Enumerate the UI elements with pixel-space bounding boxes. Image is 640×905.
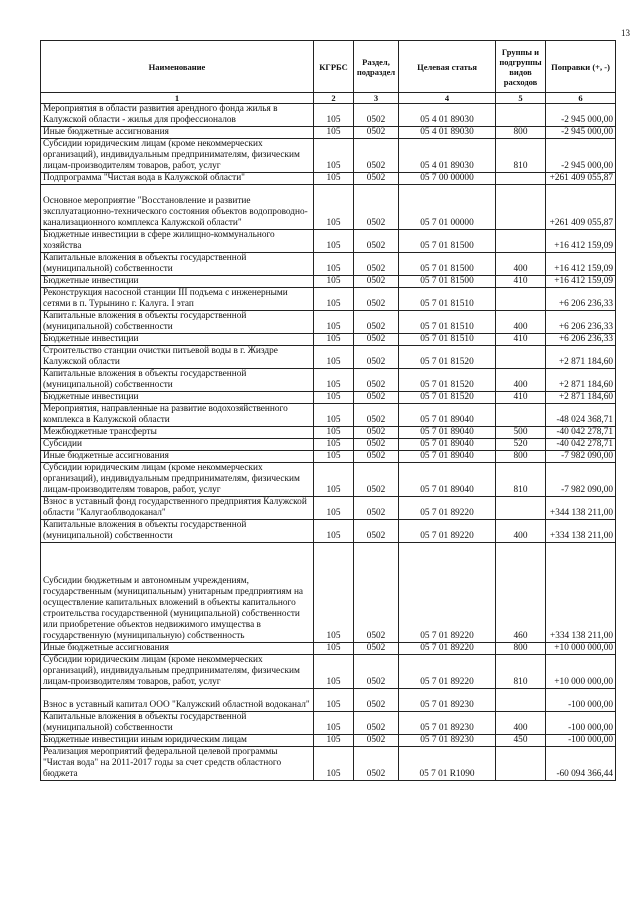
row-kgrbs-cell: 105 — [314, 185, 354, 230]
table-row — [41, 253, 616, 276]
row-name-cell: Бюджетные инвестиции — [41, 334, 314, 346]
row-kgrbs-cell: 105 — [314, 747, 354, 781]
row-target-cell: 05 7 01 89220 — [399, 520, 496, 543]
row-target-cell: 05 4 01 89030 — [399, 127, 496, 139]
table-row — [41, 520, 616, 543]
row-group-cell — [496, 404, 546, 427]
row-group-cell — [496, 173, 546, 185]
row-target-cell: 05 7 01 89040 — [399, 451, 496, 463]
row-kgrbs-cell: 105 — [314, 288, 354, 311]
row-amount-cell: +16 412 159,09 — [546, 253, 616, 276]
row-name-cell: Бюджетные инвестиции в сфере жилищно-коммунального хозяйства — [41, 230, 314, 253]
row-group-cell: 450 — [496, 735, 546, 747]
table-row — [41, 230, 616, 253]
row-target-cell: 05 7 01 89230 — [399, 735, 496, 747]
row-group-cell — [496, 497, 546, 520]
row-section-cell: 0502 — [354, 253, 399, 276]
row-kgrbs-cell: 105 — [314, 230, 354, 253]
row-kgrbs-cell: 105 — [314, 173, 354, 185]
row-section-cell: 0502 — [354, 185, 399, 230]
row-amount-cell: +10 000 000,00 — [546, 643, 616, 655]
table-row — [41, 369, 616, 392]
row-amount-cell: +2 871 184,60 — [546, 392, 616, 404]
row-group-cell: 460 — [496, 543, 546, 643]
table-row — [41, 439, 616, 451]
table-row — [41, 689, 616, 712]
row-name-cell: Взнос в уставный фонд государственного предприятия Калужской области "Калугаоблводоканал" — [41, 497, 314, 520]
row-target-cell: 05 7 01 R1090 — [399, 747, 496, 781]
row-target-cell: 05 7 01 89040 — [399, 427, 496, 439]
column-number: 1 — [41, 93, 314, 104]
row-name-cell: Реконструкция насосной станции III подъема с инженерными сетями в п. Турынино г. Калуга. I этап — [41, 288, 314, 311]
row-kgrbs-cell: 105 — [314, 463, 354, 497]
row-name-cell: Межбюджетные трансферты — [41, 427, 314, 439]
row-group-cell: 810 — [496, 655, 546, 689]
page-number: 13 — [621, 28, 630, 38]
column-header-section: Раздел, подраздел — [354, 41, 399, 93]
table-row — [41, 392, 616, 404]
row-amount-cell: +344 138 211,00 — [546, 497, 616, 520]
row-amount-cell: -100 000,00 — [546, 712, 616, 735]
row-kgrbs-cell: 105 — [314, 369, 354, 392]
row-kgrbs-cell: 105 — [314, 253, 354, 276]
row-amount-cell: -2 945 000,00 — [546, 127, 616, 139]
column-header-name: Наименование — [41, 41, 314, 93]
row-section-cell: 0502 — [354, 520, 399, 543]
column-number: 4 — [399, 93, 496, 104]
row-section-cell: 0502 — [354, 643, 399, 655]
table-row — [41, 543, 616, 643]
row-section-cell: 0502 — [354, 735, 399, 747]
row-kgrbs-cell: 105 — [314, 127, 354, 139]
table-row — [41, 185, 616, 230]
table-body — [41, 104, 616, 781]
row-kgrbs-cell: 105 — [314, 392, 354, 404]
row-name-cell: Иные бюджетные ассигнования — [41, 643, 314, 655]
table-row — [41, 104, 616, 127]
row-target-cell: 05 7 01 89220 — [399, 497, 496, 520]
row-target-cell: 05 7 01 81510 — [399, 311, 496, 334]
row-group-cell: 410 — [496, 334, 546, 346]
table-header-row — [41, 41, 616, 93]
row-kgrbs-cell: 105 — [314, 334, 354, 346]
row-section-cell: 0502 — [354, 439, 399, 451]
row-name-cell: Капитальные вложения в объекты государственной (муниципальной) собственности — [41, 520, 314, 543]
row-target-cell: 05 7 01 89040 — [399, 439, 496, 451]
row-target-cell: 05 7 01 81500 — [399, 230, 496, 253]
row-group-cell: 410 — [496, 276, 546, 288]
row-group-cell: 810 — [496, 463, 546, 497]
row-group-cell: 400 — [496, 520, 546, 543]
row-group-cell: 800 — [496, 643, 546, 655]
row-amount-cell: +6 206 236,33 — [546, 288, 616, 311]
row-section-cell: 0502 — [354, 497, 399, 520]
table-row — [41, 463, 616, 497]
row-amount-cell: +16 412 159,09 — [546, 230, 616, 253]
row-section-cell: 0502 — [354, 463, 399, 497]
row-kgrbs-cell: 105 — [314, 311, 354, 334]
row-amount-cell: +334 138 211,00 — [546, 543, 616, 643]
row-section-cell: 0502 — [354, 543, 399, 643]
row-target-cell: 05 7 01 81520 — [399, 346, 496, 369]
row-target-cell: 05 7 00 00000 — [399, 173, 496, 185]
column-number: 2 — [314, 93, 354, 104]
row-kgrbs-cell: 105 — [314, 439, 354, 451]
column-header-amount: Поправки (+, -) — [546, 41, 616, 93]
row-kgrbs-cell: 105 — [314, 520, 354, 543]
row-group-cell: 800 — [496, 451, 546, 463]
row-kgrbs-cell: 105 — [314, 689, 354, 712]
row-name-cell: Мероприятия, направленные на развитие водохозяйственного комплекса в Калужской области — [41, 404, 314, 427]
row-name-cell: Субсидии юридическим лицам (кроме некоммерческих организаций), индивидуальным предпринимателям, физическим лицам-производителям товаров, работ, услуг — [41, 463, 314, 497]
column-header-target: Целевая статья — [399, 41, 496, 93]
column-number-row — [41, 93, 616, 104]
row-section-cell: 0502 — [354, 311, 399, 334]
row-name-cell: Капитальные вложения в объекты государственной (муниципальной) собственности — [41, 712, 314, 735]
row-target-cell: 05 7 01 89040 — [399, 463, 496, 497]
row-amount-cell: -7 982 090,00 — [546, 451, 616, 463]
column-number: 6 — [546, 93, 616, 104]
row-amount-cell: +2 871 184,60 — [546, 346, 616, 369]
row-group-cell — [496, 185, 546, 230]
row-section-cell: 0502 — [354, 655, 399, 689]
row-name-cell: Подпрограмма "Чистая вода в Калужской области" — [41, 173, 314, 185]
table-row — [41, 288, 616, 311]
row-amount-cell: -40 042 278,71 — [546, 439, 616, 451]
table-row — [41, 139, 616, 173]
row-group-cell — [496, 689, 546, 712]
row-name-cell: Взнос в уставный капитал ООО "Калужский областной водоканал" — [41, 689, 314, 712]
row-target-cell: 05 7 01 89040 — [399, 404, 496, 427]
row-amount-cell: +334 138 211,00 — [546, 520, 616, 543]
row-amount-cell: -48 024 368,71 — [546, 404, 616, 427]
row-name-cell: Иные бюджетные ассигнования — [41, 127, 314, 139]
row-name-cell: Мероприятия в области развития арендного фонда жилья в Калужской области - жилья для профессионалов — [41, 104, 314, 127]
row-name-cell: Капитальные вложения в объекты государственной (муниципальной) собственности — [41, 369, 314, 392]
row-section-cell: 0502 — [354, 334, 399, 346]
row-target-cell: 05 4 01 89030 — [399, 104, 496, 127]
table-row — [41, 127, 616, 139]
row-group-cell: 520 — [496, 439, 546, 451]
row-group-cell — [496, 747, 546, 781]
row-amount-cell: +6 206 236,33 — [546, 334, 616, 346]
row-group-cell — [496, 104, 546, 127]
row-target-cell: 05 7 01 89220 — [399, 543, 496, 643]
table-row — [41, 346, 616, 369]
row-kgrbs-cell: 105 — [314, 712, 354, 735]
row-group-cell: 500 — [496, 427, 546, 439]
row-kgrbs-cell: 105 — [314, 104, 354, 127]
row-amount-cell: -2 945 000,00 — [546, 104, 616, 127]
row-target-cell: 05 7 01 81500 — [399, 253, 496, 276]
row-name-cell: Реализация мероприятий федеральной целевой программы "Чистая вода" на 2011-2017 годы за счет средств областного бюджета — [41, 747, 314, 781]
row-kgrbs-cell: 105 — [314, 276, 354, 288]
row-amount-cell: +2 871 184,60 — [546, 369, 616, 392]
row-section-cell: 0502 — [354, 712, 399, 735]
row-name-cell: Субсидии юридическим лицам (кроме некоммерческих организаций), индивидуальным предпринимателям, физическим лицам-производителям товаров, работ, услуг — [41, 139, 314, 173]
row-name-cell: Иные бюджетные ассигнования — [41, 451, 314, 463]
row-group-cell: 400 — [496, 712, 546, 735]
row-group-cell: 810 — [496, 139, 546, 173]
row-name-cell: Капитальные вложения в объекты государственной (муниципальной) собственности — [41, 253, 314, 276]
row-target-cell: 05 7 01 81510 — [399, 334, 496, 346]
row-group-cell — [496, 230, 546, 253]
row-amount-cell: +6 206 236,33 — [546, 311, 616, 334]
column-number: 5 — [496, 93, 546, 104]
row-kgrbs-cell: 105 — [314, 404, 354, 427]
row-section-cell: 0502 — [354, 427, 399, 439]
table-row — [41, 735, 616, 747]
row-name-cell: Основное мероприятие "Восстановление и развитие эксплуатационно-технического состояния объектов водопроводно-канализационного комплекса Калужской области" — [41, 185, 314, 230]
row-kgrbs-cell: 105 — [314, 451, 354, 463]
row-name-cell: Бюджетные инвестиции иным юридическим лицам — [41, 735, 314, 747]
budget-table — [40, 40, 616, 781]
table-row — [41, 655, 616, 689]
row-section-cell: 0502 — [354, 276, 399, 288]
table-row — [41, 643, 616, 655]
table-row — [41, 712, 616, 735]
table-row — [41, 427, 616, 439]
row-section-cell: 0502 — [354, 288, 399, 311]
row-kgrbs-cell: 105 — [314, 497, 354, 520]
row-section-cell: 0502 — [354, 139, 399, 173]
row-name-cell: Субсидии — [41, 439, 314, 451]
row-group-cell: 410 — [496, 392, 546, 404]
row-target-cell: 05 7 01 89230 — [399, 689, 496, 712]
row-section-cell: 0502 — [354, 451, 399, 463]
table-row — [41, 173, 616, 185]
row-amount-cell: +261 409 055,87 — [546, 185, 616, 230]
row-amount-cell: -2 945 000,00 — [546, 139, 616, 173]
table-row — [41, 451, 616, 463]
row-amount-cell: -7 982 090,00 — [546, 463, 616, 497]
column-header-kgrbs: КГРБС — [314, 41, 354, 93]
row-kgrbs-cell: 105 — [314, 427, 354, 439]
row-amount-cell: +10 000 000,00 — [546, 655, 616, 689]
row-target-cell: 05 7 01 89220 — [399, 655, 496, 689]
row-section-cell: 0502 — [354, 404, 399, 427]
row-section-cell: 0502 — [354, 127, 399, 139]
row-kgrbs-cell: 105 — [314, 735, 354, 747]
row-target-cell: 05 7 01 81500 — [399, 276, 496, 288]
row-amount-cell: -100 000,00 — [546, 689, 616, 712]
column-header-group: Группы и подгруппы видов расходов — [496, 41, 546, 93]
row-target-cell: 05 7 01 81510 — [399, 288, 496, 311]
table-row — [41, 747, 616, 781]
table-row — [41, 334, 616, 346]
row-name-cell: Субсидии юридическим лицам (кроме некоммерческих организаций), индивидуальным предпринимателям, физическим лицам-производителям товаров, работ, услуг — [41, 655, 314, 689]
row-target-cell: 05 7 01 81520 — [399, 392, 496, 404]
row-section-cell: 0502 — [354, 104, 399, 127]
row-target-cell: 05 7 01 89220 — [399, 643, 496, 655]
row-target-cell: 05 4 01 89030 — [399, 139, 496, 173]
row-name-cell: Бюджетные инвестиции — [41, 276, 314, 288]
row-kgrbs-cell: 105 — [314, 139, 354, 173]
row-amount-cell: -40 042 278,71 — [546, 427, 616, 439]
row-name-cell: Субсидии бюджетным и автономным учреждениям, государственным (муниципальным) унитарным предприятиям на осуществление капитальных вложений в объекты капитального строительства государственной (муниципальной) собственности или приобретение объектов недвижимого имущества в государственную (муниципальную) собственность — [41, 543, 314, 643]
row-target-cell: 05 7 01 89230 — [399, 712, 496, 735]
row-amount-cell: +261 409 055,87 — [546, 173, 616, 185]
row-name-cell: Строительство станции очистки питьевой воды в г. Жиздре Калужской области — [41, 346, 314, 369]
row-kgrbs-cell: 105 — [314, 655, 354, 689]
row-section-cell: 0502 — [354, 689, 399, 712]
row-group-cell: 400 — [496, 253, 546, 276]
row-group-cell — [496, 288, 546, 311]
table-row — [41, 497, 616, 520]
table-row — [41, 311, 616, 334]
row-group-cell: 800 — [496, 127, 546, 139]
row-amount-cell: -60 094 366,44 — [546, 747, 616, 781]
row-section-cell: 0502 — [354, 369, 399, 392]
table-row — [41, 276, 616, 288]
row-name-cell: Бюджетные инвестиции — [41, 392, 314, 404]
row-amount-cell: +16 412 159,09 — [546, 276, 616, 288]
row-group-cell: 400 — [496, 311, 546, 334]
row-kgrbs-cell: 105 — [314, 543, 354, 643]
row-section-cell: 0502 — [354, 230, 399, 253]
row-section-cell: 0502 — [354, 346, 399, 369]
row-kgrbs-cell: 105 — [314, 346, 354, 369]
row-section-cell: 0502 — [354, 173, 399, 185]
row-amount-cell: -100 000,00 — [546, 735, 616, 747]
row-group-cell — [496, 346, 546, 369]
table-row — [41, 404, 616, 427]
row-section-cell: 0502 — [354, 747, 399, 781]
row-group-cell: 400 — [496, 369, 546, 392]
column-number: 3 — [354, 93, 399, 104]
row-target-cell: 05 7 01 00000 — [399, 185, 496, 230]
row-target-cell: 05 7 01 81520 — [399, 369, 496, 392]
row-kgrbs-cell: 105 — [314, 643, 354, 655]
row-name-cell: Капитальные вложения в объекты государственной (муниципальной) собственности — [41, 311, 314, 334]
row-section-cell: 0502 — [354, 392, 399, 404]
